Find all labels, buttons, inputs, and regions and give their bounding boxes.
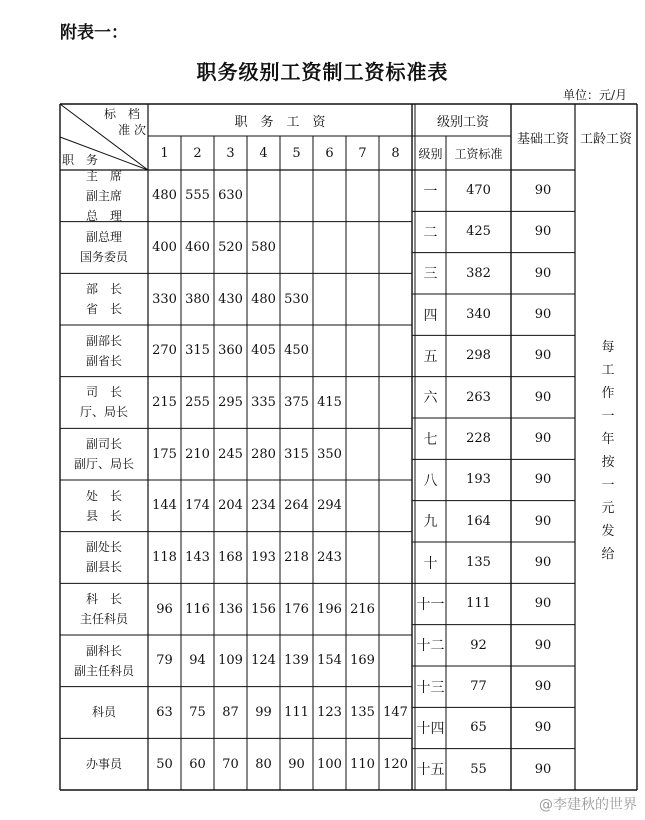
grade-amount: 382	[466, 265, 491, 281]
grade-amount: 298	[466, 348, 491, 364]
post-wage-value: 280	[251, 446, 276, 462]
position-label: 处 长 县 长	[85, 488, 122, 523]
tier-header: 1	[160, 145, 169, 161]
post-wage-value: 245	[218, 446, 243, 462]
post-wage-value: 110	[350, 756, 375, 772]
grade-amount: 470	[466, 183, 491, 199]
grade-level: 三	[423, 266, 438, 283]
position-label: 副处长 副县长	[85, 540, 122, 575]
post-wage-value: 350	[317, 446, 342, 462]
post-wage-value: 415	[317, 394, 342, 410]
base-wage-value: 90	[534, 431, 552, 447]
post-wage-value: 255	[185, 394, 210, 410]
post-wage-value: 90	[288, 756, 305, 772]
grade-amount: 164	[466, 513, 491, 529]
base-wage-value: 90	[534, 720, 552, 736]
tier-header: 7	[358, 145, 367, 161]
grade-level: 十三	[416, 679, 445, 696]
post-wage-value: 480	[152, 188, 177, 204]
base-wage-value: 90	[534, 348, 552, 364]
grade-amount: 77	[470, 679, 487, 695]
post-wage-value: 116	[185, 601, 210, 617]
post-wage-value: 135	[350, 704, 375, 720]
post-wage-value: 520	[218, 239, 243, 255]
header-grade-wage: 级别工资	[436, 114, 489, 130]
header-post-wage: 职 务 工 资	[234, 114, 326, 130]
base-wage-value: 90	[534, 679, 552, 695]
post-wage-value: 168	[218, 549, 243, 565]
header-position-label: 职 务	[62, 152, 99, 167]
post-wage-value: 294	[317, 498, 342, 514]
watermark: @李建秋的世界	[539, 797, 637, 813]
position-label: 科 长 主任科员	[79, 592, 128, 627]
position-label: 副总理 国务委员	[79, 230, 128, 265]
post-wage-value: 315	[185, 343, 210, 359]
grade-level: 十二	[416, 638, 445, 655]
post-wage-value: 169	[350, 653, 375, 669]
position-label: 主 席 副主席 总 理	[85, 168, 122, 223]
post-wage-value: 79	[156, 653, 173, 669]
grade-level: 十五	[416, 762, 445, 779]
grade-amount: 228	[466, 431, 491, 447]
tier-header: 2	[193, 145, 202, 161]
base-wage-value: 90	[534, 265, 552, 281]
seniority-note: 每工作一年按一元发给	[601, 340, 615, 562]
grade-amount: 135	[466, 555, 491, 571]
post-wage-value: 111	[284, 704, 309, 720]
grade-amount: 92	[470, 637, 487, 653]
post-wage-value: 480	[251, 291, 276, 307]
appendix-label: 附表一：	[60, 23, 128, 43]
base-wage-value: 90	[534, 596, 552, 612]
base-wage-value: 90	[534, 637, 552, 653]
base-wage-value: 90	[534, 224, 552, 240]
base-wage-value: 90	[534, 555, 552, 571]
post-wage-value: 210	[185, 446, 210, 462]
post-wage-value: 295	[218, 394, 243, 410]
post-wage-value: 375	[284, 394, 309, 410]
post-wage-value: 80	[255, 756, 272, 772]
grade-amount: 55	[470, 761, 487, 777]
grade-amount: 263	[466, 389, 491, 405]
post-wage-value: 156	[251, 601, 276, 617]
header-seniority-wage: 工龄工资	[579, 132, 632, 147]
tier-header: 8	[391, 145, 400, 161]
post-wage-value: 405	[251, 343, 276, 359]
post-wage-value: 335	[251, 394, 276, 410]
post-wage-value: 87	[222, 704, 239, 720]
post-wage-value: 193	[251, 549, 276, 565]
post-wage-value: 218	[284, 549, 309, 565]
position-label: 副科长 副主任科员	[73, 643, 134, 678]
post-wage-value: 460	[185, 239, 210, 255]
post-wage-value: 100	[317, 756, 342, 772]
post-wage-value: 136	[218, 601, 243, 617]
page-title: 职务级别工资制工资标准表	[196, 60, 449, 84]
grade-level: 十四	[416, 720, 445, 737]
header-grade-standard: 工资标准	[454, 146, 503, 161]
tier-header: 4	[259, 145, 268, 161]
position-label: 科员	[91, 705, 116, 720]
header-base-wage: 基础工资	[516, 132, 569, 147]
post-wage-value: 75	[189, 704, 206, 720]
post-wage-value: 630	[218, 188, 243, 204]
post-wage-value: 175	[152, 446, 177, 462]
post-wage-value: 147	[383, 704, 408, 720]
post-wage-value: 123	[317, 704, 342, 720]
grade-amount: 111	[466, 596, 491, 612]
post-wage-value: 450	[284, 343, 309, 359]
position-label: 司 长 厅、局长	[79, 385, 128, 420]
post-wage-value: 124	[251, 653, 276, 669]
tier-header: 3	[226, 145, 235, 161]
position-label: 部 长 省 长	[85, 282, 122, 317]
tier-header: 5	[292, 145, 301, 161]
position-label: 副司长 副厅、局长	[73, 437, 134, 472]
post-wage-value: 63	[156, 704, 173, 720]
position-label: 副部长 副省长	[85, 333, 122, 368]
post-wage-value: 215	[152, 394, 177, 410]
grade-level: 四	[423, 307, 438, 324]
grade-amount: 65	[470, 720, 487, 736]
base-wage-value: 90	[534, 513, 552, 529]
grade-level: 六	[423, 390, 438, 407]
post-wage-value: 234	[251, 498, 276, 514]
grade-level: 十一	[416, 596, 445, 613]
post-wage-value: 60	[189, 756, 206, 772]
base-wage-value: 90	[534, 307, 552, 323]
post-wage-value: 154	[317, 653, 342, 669]
grade-level: 十	[423, 555, 438, 572]
post-wage-value: 70	[222, 756, 239, 772]
post-wage-value: 380	[185, 291, 210, 307]
post-wage-value: 196	[317, 601, 342, 617]
post-wage-value: 270	[152, 343, 177, 359]
grade-level: 五	[423, 348, 438, 365]
post-wage-value: 430	[218, 291, 243, 307]
header-grade: 级别	[418, 146, 443, 161]
post-wage-value: 360	[218, 343, 243, 359]
post-wage-value: 555	[185, 188, 210, 204]
grade-level: 八	[423, 472, 438, 489]
post-wage-value: 264	[284, 498, 309, 514]
post-wage-value: 176	[284, 601, 309, 617]
unit-label: 单位：元/月	[562, 88, 627, 102]
header-standard-label: 标 档	[103, 106, 140, 121]
post-wage-value: 530	[284, 291, 309, 307]
post-wage-value: 96	[156, 601, 173, 617]
post-wage-value: 94	[189, 653, 206, 669]
post-wage-value: 50	[156, 756, 173, 772]
grade-amount: 425	[466, 224, 491, 240]
grade-amount: 193	[466, 472, 491, 488]
post-wage-value: 143	[185, 549, 210, 565]
post-wage-value: 216	[350, 601, 375, 617]
header-tier-label: 准 次	[118, 122, 146, 137]
position-label: 办事员	[85, 757, 122, 772]
post-wage-value: 139	[284, 653, 309, 669]
grade-amount: 340	[466, 307, 491, 323]
grade-level: 七	[423, 431, 438, 448]
post-wage-value: 99	[255, 704, 272, 720]
post-wage-value: 204	[218, 498, 243, 514]
base-wage-value: 90	[534, 183, 552, 199]
post-wage-value: 580	[251, 239, 276, 255]
post-wage-value: 144	[152, 498, 177, 514]
post-wage-value: 400	[152, 239, 177, 255]
grade-level: 二	[423, 224, 438, 241]
base-wage-value: 90	[534, 389, 552, 405]
grade-level: 九	[423, 514, 438, 531]
base-wage-value: 90	[534, 761, 552, 777]
post-wage-value: 118	[152, 549, 177, 565]
base-wage-value: 90	[534, 472, 552, 488]
grade-level: 一	[423, 183, 438, 200]
post-wage-value: 243	[317, 549, 342, 565]
post-wage-value: 315	[284, 446, 309, 462]
post-wage-value: 120	[383, 756, 408, 772]
post-wage-value: 109	[218, 653, 243, 669]
tier-header: 6	[325, 145, 334, 161]
post-wage-value: 174	[185, 498, 210, 514]
post-wage-value: 330	[152, 291, 177, 307]
